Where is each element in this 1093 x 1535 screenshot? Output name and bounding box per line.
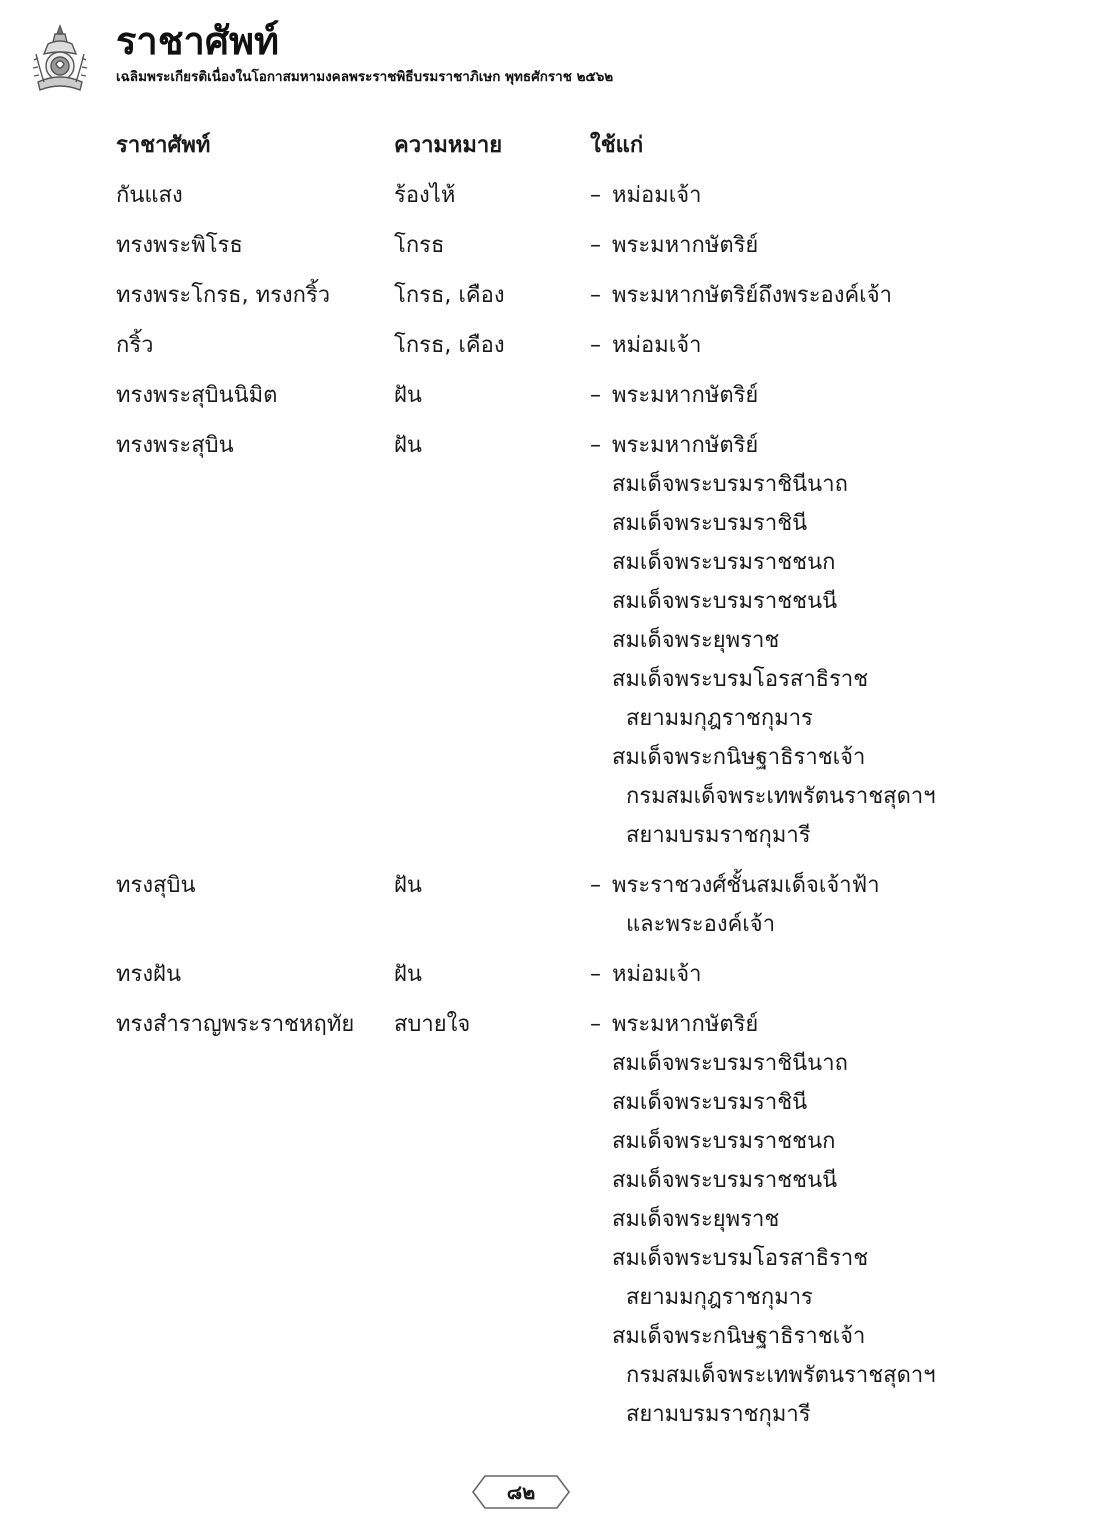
usage-text: และพระองค์เจ้า	[626, 912, 776, 937]
usage-line	[590, 1239, 1016, 1278]
table-row	[116, 1005, 1016, 1434]
page-number	[471, 1473, 571, 1511]
usage-text: สมเด็จพระบรมราชินี	[612, 511, 808, 536]
usage-line	[590, 866, 1016, 905]
usage-cell	[590, 226, 1016, 265]
header-usage: ใช้แก่	[590, 133, 644, 158]
meaning-cell: ฝัน	[394, 873, 422, 898]
usage-cell	[590, 1005, 1016, 1434]
usage-line	[590, 226, 1016, 265]
page-number-text: ๘๒	[506, 1480, 536, 1504]
table-row	[116, 226, 1016, 265]
usage-text: สมเด็จพระบรมราชชนนี	[612, 589, 838, 614]
usage-line	[590, 326, 1016, 365]
usage-text: พระมหากษัตริย์ถึงพระองค์เจ้า	[612, 283, 892, 308]
usage-text: สยามมกุฎราชกุมาร	[626, 1285, 813, 1310]
usage-line	[590, 699, 1016, 738]
header-meaning: ความหมาย	[394, 133, 503, 158]
usage-line	[590, 426, 1016, 465]
vocabulary-table	[116, 126, 1016, 1434]
usage-text: พระมหากษัตริย์	[612, 433, 759, 458]
usage-text: พระมหากษัตริย์	[612, 1012, 759, 1037]
usage-cell	[590, 376, 1016, 415]
usage-text: สมเด็จพระบรมราชชนก	[612, 550, 836, 575]
usage-dash: –	[590, 873, 601, 898]
table-row	[116, 176, 1016, 215]
usage-line	[590, 376, 1016, 415]
meaning-cell: โกรธ	[394, 233, 445, 258]
usage-dash: –	[590, 333, 601, 358]
usage-text: สมเด็จพระกนิษฐาธิราชเจ้า	[612, 1324, 866, 1349]
usage-line	[590, 1278, 1016, 1317]
term-cell: ทรงพระพิโรธ	[116, 233, 243, 258]
page-header	[0, 0, 1093, 100]
usage-text: พระราชวงศ์ชั้นสมเด็จเจ้าฟ้า	[612, 873, 880, 898]
usage-line	[590, 816, 1016, 855]
usage-text: สมเด็จพระบรมราชชนนี	[612, 1168, 838, 1193]
term-cell: ทรงสุบิน	[116, 873, 196, 898]
usage-line	[590, 1005, 1016, 1044]
usage-text: หม่อมเจ้า	[612, 333, 702, 358]
usage-line	[590, 1161, 1016, 1200]
usage-line	[590, 465, 1016, 504]
meaning-cell: โกรธ, เคือง	[394, 283, 505, 308]
usage-text: สมเด็จพระยุพราช	[612, 628, 780, 653]
usage-dash: –	[590, 283, 601, 308]
usage-line	[590, 621, 1016, 660]
term-cell: กริ้ว	[116, 333, 154, 358]
usage-text: พระมหากษัตริย์	[612, 383, 759, 408]
royal-emblem-icon	[30, 24, 90, 94]
usage-text: สมเด็จพระบรมโอรสาธิราช	[612, 1246, 869, 1271]
usage-line	[590, 1200, 1016, 1239]
usage-line	[590, 543, 1016, 582]
usage-cell	[590, 426, 1016, 855]
usage-line	[590, 738, 1016, 777]
page-title: ราชาศัพท์	[116, 18, 280, 63]
usage-text: สมเด็จพระบรมราชินี	[612, 1090, 808, 1115]
table-row	[116, 376, 1016, 415]
usage-cell	[590, 866, 1016, 944]
usage-dash: –	[590, 183, 601, 208]
term-cell: ทรงสำราญพระราชหฤทัย	[116, 1012, 355, 1037]
meaning-cell: ร้องไห้	[394, 183, 456, 208]
meaning-cell: ฝัน	[394, 962, 422, 987]
usage-text: สมเด็จพระบรมราชินีนาถ	[612, 1051, 848, 1076]
usage-line	[590, 582, 1016, 621]
term-cell: กันแสง	[116, 183, 183, 208]
meaning-cell: สบายใจ	[394, 1012, 471, 1037]
usage-text: สมเด็จพระบรมโอรสาธิราช	[612, 667, 869, 692]
table-row	[116, 866, 1016, 944]
usage-dash: –	[590, 1012, 601, 1037]
usage-line	[590, 905, 1016, 944]
usage-text: สยามบรมราชกุมารี	[626, 823, 811, 848]
table-row	[116, 426, 1016, 855]
usage-cell	[590, 955, 1016, 994]
usage-line	[590, 1044, 1016, 1083]
meaning-cell: ฝัน	[394, 383, 422, 408]
usage-line	[590, 1122, 1016, 1161]
usage-dash: –	[590, 233, 601, 258]
page-subtitle: เฉลิมพระเกียรติเนื่องในโอกาสมหามงคลพระราชพิธีบรมราชาภิเษก พุทธศักราช ๒๕๖๒	[116, 69, 614, 85]
usage-text: สยามมกุฎราชกุมาร	[626, 706, 813, 731]
table-header-row	[116, 126, 1016, 166]
usage-dash: –	[590, 962, 601, 987]
table-row	[116, 326, 1016, 365]
usage-text: สมเด็จพระบรมราชินีนาถ	[612, 472, 848, 497]
table-row	[116, 955, 1016, 994]
usage-line	[590, 176, 1016, 215]
header-term: ราชาศัพท์	[116, 133, 211, 158]
usage-line	[590, 1083, 1016, 1122]
usage-cell	[590, 276, 1016, 315]
usage-line	[590, 777, 1016, 816]
term-cell: ทรงฝัน	[116, 962, 181, 987]
usage-text: สยามบรมราชกุมารี	[626, 1402, 811, 1427]
usage-text: สมเด็จพระยุพราช	[612, 1207, 780, 1232]
usage-cell	[590, 326, 1016, 365]
usage-line	[590, 276, 1016, 315]
term-cell: ทรงพระโกรธ, ทรงกริ้ว	[116, 283, 331, 308]
usage-dash: –	[590, 383, 601, 408]
usage-text: สมเด็จพระกนิษฐาธิราชเจ้า	[612, 745, 866, 770]
usage-cell	[590, 176, 1016, 215]
table-row	[116, 276, 1016, 315]
usage-text: กรมสมเด็จพระเทพรัตนราชสุดาฯ	[626, 1363, 936, 1388]
usage-text: สมเด็จพระบรมราชชนก	[612, 1129, 836, 1154]
meaning-cell: โกรธ, เคือง	[394, 333, 505, 358]
usage-text: พระมหากษัตริย์	[612, 233, 759, 258]
meaning-cell: ฝัน	[394, 433, 422, 458]
term-cell: ทรงพระสุบิน	[116, 433, 234, 458]
usage-line	[590, 955, 1016, 994]
term-cell: ทรงพระสุบินนิมิต	[116, 383, 278, 408]
usage-text: กรมสมเด็จพระเทพรัตนราชสุดาฯ	[626, 784, 936, 809]
usage-text: หม่อมเจ้า	[612, 183, 702, 208]
usage-line	[590, 660, 1016, 699]
usage-line	[590, 1395, 1016, 1434]
usage-text: หม่อมเจ้า	[612, 962, 702, 987]
usage-dash: –	[590, 433, 601, 458]
usage-line	[590, 504, 1016, 543]
usage-line	[590, 1356, 1016, 1395]
usage-line	[590, 1317, 1016, 1356]
